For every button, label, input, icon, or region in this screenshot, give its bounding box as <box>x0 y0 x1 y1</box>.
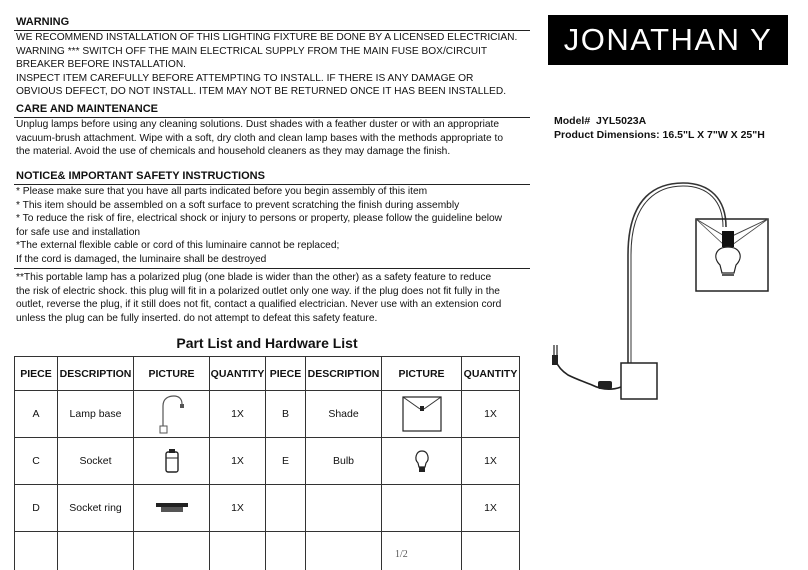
description-cell: Bulb <box>306 438 382 485</box>
plug-line: outlet, reverse the plug, if it still does not fit, contact a qualified electrician. Never use with an extension cord <box>16 299 502 311</box>
dimensions-value: 16.5"L X 7"W X 25"H <box>662 129 765 141</box>
lamp-illustration <box>548 175 788 415</box>
table-row <box>15 532 520 570</box>
safety-line: *The external flexible cable or cord of this luminaire cannot be replaced; <box>16 240 340 252</box>
col-quantity: QUANTITY <box>462 357 520 391</box>
table-row <box>15 438 520 485</box>
piece-cell: C <box>15 438 58 485</box>
plug-line: **This portable lamp has a polarized plug (one blade is wider than the other) as a safety feature to reduce <box>16 272 492 283</box>
plug-line: the risk of electric shock. this plug will fit in a polarized outlet only one way. if the plug does not fit fully in the <box>16 285 500 297</box>
shade-icon <box>401 395 443 433</box>
col-quantity: QUANTITY <box>210 357 266 391</box>
lamp-base-icon <box>157 394 187 434</box>
warning-line: WARNING *** SWITCH OFF THE MAIN ELECTRICAL SUPPLY FROM THE MAIN FUSE BOX/CIRCUIT <box>16 45 488 57</box>
plug-rule <box>14 268 530 269</box>
description-cell <box>58 532 134 570</box>
description-cell: Shade <box>306 391 382 438</box>
quantity-cell <box>210 532 266 570</box>
care-line: the material. Avoid the use of chemicals and household cleaners as they may damage the finish. <box>16 146 451 158</box>
col-description: DESCRIPTION <box>58 357 134 391</box>
safety-line: * This item should be assembled on a soft surface to prevent scratching the finish during assembly <box>16 199 460 211</box>
page-number: 1/2 <box>395 549 408 560</box>
picture-cell <box>134 485 210 532</box>
warning-line: WE RECOMMEND INSTALLATION OF THIS LIGHTING FIXTURE BE DONE BY A LICENSED ELECTRICIAN. <box>16 32 518 43</box>
col-piece: PIECE <box>15 357 58 391</box>
socket-ring-icon <box>155 501 189 515</box>
product-info <box>554 114 765 142</box>
picture-cell <box>382 485 462 532</box>
warning-text <box>16 31 531 99</box>
care-text <box>16 118 531 159</box>
quantity-cell: 1X <box>462 485 520 532</box>
picture-cell <box>134 438 210 485</box>
piece-cell <box>266 485 306 532</box>
model-label: Model# <box>554 115 591 127</box>
warning-line: INSPECT ITEM CAREFULLY BEFORE ATTEMPTING TO INSTALL. IF THERE IS ANY DAMAGE OR <box>16 72 474 84</box>
col-description: DESCRIPTION <box>306 357 382 391</box>
parts-table <box>14 356 520 570</box>
description-cell: Socket ring <box>58 485 134 532</box>
parts-header-row <box>15 357 520 391</box>
picture-cell <box>134 391 210 438</box>
plug-text <box>16 271 531 325</box>
piece-cell: E <box>266 438 306 485</box>
quantity-cell: 1X <box>462 438 520 485</box>
quantity-cell: 1X <box>210 391 266 438</box>
care-line: Unplug lamps before using any cleaning solutions. Dust shades with a feather duster or with an appropriate <box>16 119 500 130</box>
bulb-icon <box>413 448 431 474</box>
col-piece: PIECE <box>266 357 306 391</box>
picture-cell <box>382 532 462 570</box>
picture-cell <box>134 532 210 570</box>
table-row <box>15 485 520 532</box>
description-cell: Lamp base <box>58 391 134 438</box>
safety-line: * Please make sure that you have all parts indicated before you begin assembly of this item <box>16 186 428 197</box>
picture-cell <box>382 438 462 485</box>
picture-cell <box>382 391 462 438</box>
quantity-cell: 1X <box>210 438 266 485</box>
care-line: vacuum-brush attachment. Wipe with a soft, dry cloth and clean lamp bases with the methods appropriate to <box>16 132 503 144</box>
description-cell <box>306 485 382 532</box>
safety-line: * To reduce the risk of fire, electrical shock or injury to persons or property, please follow the guideline below <box>16 213 503 225</box>
col-picture: PICTURE <box>134 357 210 391</box>
safety-line: for safe use and installation <box>16 226 141 238</box>
care-title: CARE AND MAINTENANCE <box>16 103 158 115</box>
parts-title: Part List and Hardware List <box>176 335 358 351</box>
quantity-cell: 1X <box>462 391 520 438</box>
model-value: JYL5023A <box>596 115 647 127</box>
brand-logo: JONATHAN Y <box>548 15 788 65</box>
safety-line: If the cord is damaged, the luminaire shall be destroyed <box>16 253 267 265</box>
piece-cell <box>15 532 58 570</box>
warning-line: OBVIOUS DEFECT, DO NOT INSTALL. ITEM MAY NOT BE RETURNED ONCE IT HAS BEEN INSTALLED. <box>16 86 507 98</box>
safety-title: NOTICE& IMPORTANT SAFETY INSTRUCTIONS <box>16 170 265 182</box>
piece-cell: A <box>15 391 58 438</box>
description-cell: Socket <box>58 438 134 485</box>
description-cell <box>306 532 382 570</box>
warning-line: BREAKER BEFORE INSTALLATION. <box>16 59 187 71</box>
quantity-cell: 1X <box>210 485 266 532</box>
plug-line: unless the plug can be fully inserted. do not attempt to defeat this safety feature. <box>16 312 378 324</box>
col-picture: PICTURE <box>382 357 462 391</box>
quantity-cell <box>462 532 520 570</box>
warning-title: WARNING <box>16 16 70 28</box>
table-row <box>15 391 520 438</box>
piece-cell <box>266 532 306 570</box>
socket-icon <box>163 448 181 474</box>
piece-cell: D <box>15 485 58 532</box>
dimensions-label: Product Dimensions: <box>554 129 660 141</box>
safety-text <box>16 185 531 267</box>
piece-cell: B <box>266 391 306 438</box>
